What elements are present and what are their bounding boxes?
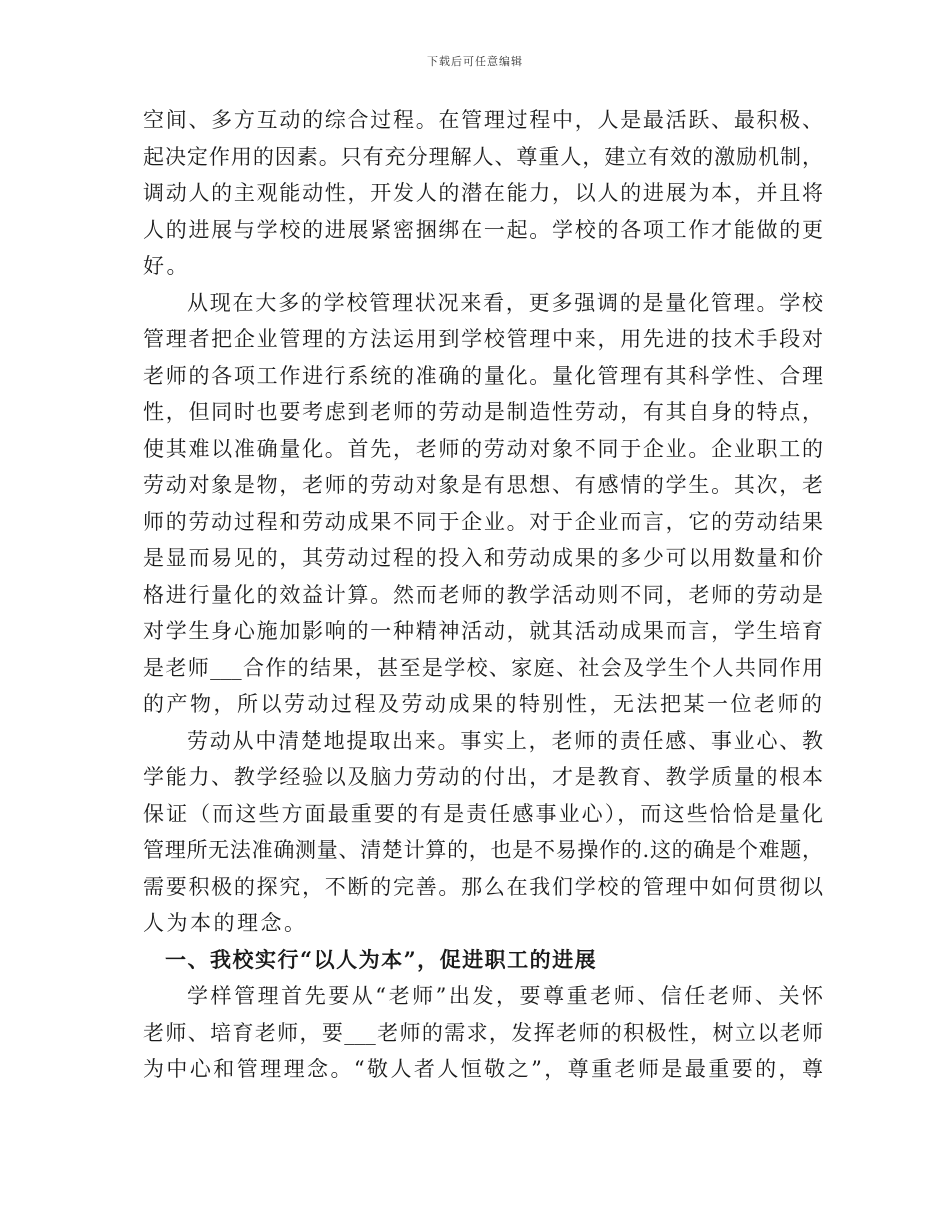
text-line: 是老师___合作的结果，甚至是学校、家庭、社会及学生个人共同作用 — [143, 655, 823, 680]
text-line: 对学生身心施加影响的一种精神活动，就其活动成果而言，学生培育 — [143, 619, 823, 643]
text-line: 劳动对象是物，老师的劳动对象是有思想、有感情的学生。其次，老 — [143, 473, 823, 497]
section-heading: 一、我校实行“以人为本”，促进职工的进展 — [165, 946, 598, 972]
paragraph-first-line: 从现在大多的学校管理状况来看，更多强调的是量化管理。学校 — [187, 290, 823, 315]
text-line: 老师的各项工作进行系统的准确的量化。量化管理有其科学性、合理 — [143, 363, 823, 388]
text-line: 调动人的主观能动性，开发人的潜在能力，以人的进展为本，并且将 — [143, 181, 823, 205]
text-line: 师的劳动过程和劳动成果不同于企业。对于企业而言，它的劳动结果 — [143, 509, 823, 534]
page-header: 下载后可任意编辑 — [427, 55, 523, 68]
text-line: 性，但同时也要考虑到老师的劳动是制造性劳动，有其自身的特点， — [143, 400, 823, 424]
paragraph-first-line: 学样管理首先要从“老师”出发，要尊重老师、信任老师、关怀 — [187, 984, 823, 1008]
text-line: 人的进展与学校的进展紧密捆绑在一起。学校的各项工作才能做的更 — [143, 217, 823, 242]
text-line: 保证（而这些方面最重要的有是责任感事业心），而这些恰恰是量化 — [143, 801, 823, 826]
text-line: 空间、多方互动的综合过程。在管理过程中，人是最活跃、最积极、 — [143, 108, 823, 132]
text-line: 人为本的理念。 — [143, 911, 308, 935]
text-line: 学能力、教学经验以及脑力劳动的付出，才是教育、教学质量的根本 — [143, 765, 823, 789]
text-line: 管理者把企业管理的方法运用到学校管理中来，用先进的技术手段对 — [143, 327, 823, 351]
text-line: 使其难以准确量化。首先，老师的劳动对象不同于企业。企业职工的 — [143, 436, 823, 461]
text-line: 起决定作用的因素。只有充分理解人、尊重人，建立有效的激励机制， — [143, 144, 823, 169]
text-line: 需要积极的探究，不断的完善。那么在我们学校的管理中如何贯彻以 — [143, 874, 823, 899]
text-line: 管理所无法准确测量、清楚计算的，也是不易操作的.这的确是个难题， — [143, 838, 823, 862]
text-line: 老师、培育老师，要___老师的需求，发挥老师的积极性，树立以老师 — [143, 1020, 823, 1045]
paragraph-first-line: 劳动从中清楚地提取出来。事实上，老师的责任感、事业心、教 — [187, 728, 823, 753]
text-line: 好。 — [143, 254, 190, 278]
text-line: 为中心和管理理念。“敬人者人恒敬之”，尊重老师是最重要的，尊 — [143, 1057, 823, 1081]
text-line: 的产物，所以劳动过程及劳动成果的特别性，无法把某一位老师的 — [143, 692, 825, 716]
text-line: 格进行量化的效益计算。然而老师的教学活动则不同，老师的劳动是 — [143, 582, 823, 607]
document-body — [143, 102, 823, 1088]
text-line: 是显而易见的，其劳动过程的投入和劳动成果的多少可以用数量和价 — [143, 546, 823, 570]
